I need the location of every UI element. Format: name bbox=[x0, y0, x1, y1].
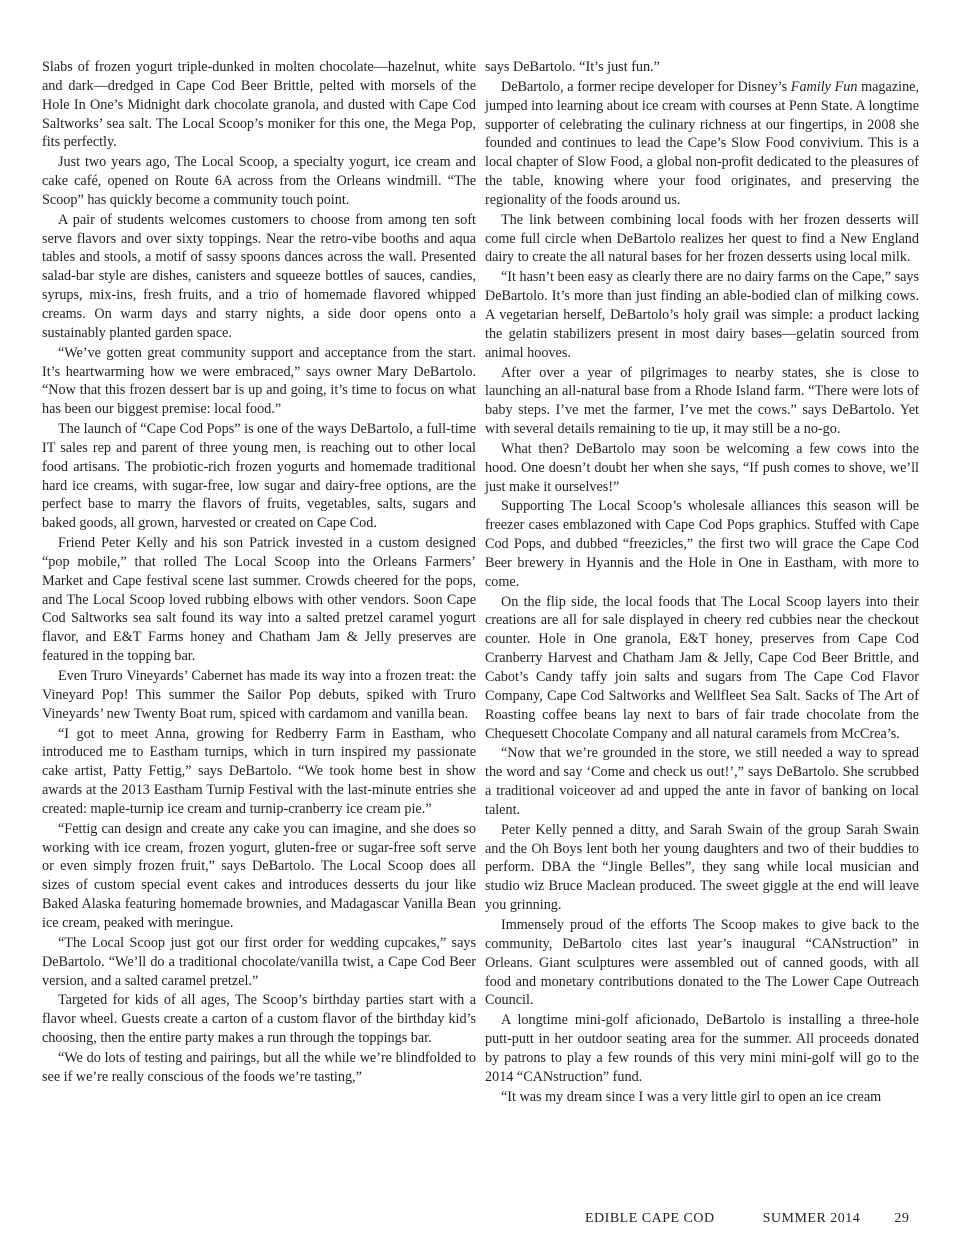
issue-date: SUMMER 2014 bbox=[762, 1211, 861, 1226]
paragraph bbox=[485, 78, 919, 210]
text-run: magazine, jumped into learning about ice cream with courses at Penn State. A longtime supporter of celebrating the culinary richness at our fingertips, in 2008 she founded and continues to lead the Cape’s Slow Food convivium. This is a local chapter of Slow Food, a global non-profit dedicated to the pleasures of the table, knowing where your food originates, and preserving the regionality of the foods around us. bbox=[485, 78, 920, 208]
publication-name: EDIBLE CAPE COD bbox=[585, 1211, 715, 1226]
page-footer bbox=[585, 1211, 909, 1227]
paragraph: On the flip side, the local foods that The Local Scoop layers into their creations are all for sale displayed in cheery red cubbies near the checkout counter. Hole in One granola, E&T honey, preserves from Cape Cod Cranberry Harvest and Chatham Jam & Jelly, Cape Cod Beer Brittle, and Cabot’s Candy taffy join salts and sugars from The Cape Cod Flavor Company, Cape Cod Saltworks and Wellfleet Sea Salt. Sacks of The Art of Roasting coffee beans lay next to bars of fair trade chocolate from the Chequesett Chocolate Company and all natural caramels from McCrea’s. bbox=[485, 593, 919, 742]
paragraph: A pair of students welcomes customers to choose from among ten soft serve flavors and over sixty toppings. Near the retro-vibe booths and aqua tables and stools, a motif of sassy spoons dances across the wall. Presented salad-bar style are dishes, canisters and squeeze bottles of sauces, candies, syrups, mix-ins, fresh fruits, and a trio of homemade flavored whipped creams. On warm days and starry nights, a side door opens onto a sustainably planted garden space. bbox=[42, 211, 476, 341]
paragraph: “We’ve gotten great community support and acceptance from the start. It’s heartwarming how we were embraced,” says owner Mary DeBartolo. “Now that this frozen dessert bar is up and going, it’s time to focus on what has been our biggest premise: local food.” bbox=[42, 344, 476, 418]
paragraph: “We do lots of testing and pairings, but all the while we’re blindfolded to see if we’re really conscious of the foods we’re tasting,” bbox=[42, 1049, 476, 1085]
paragraph-continued: says DeBartolo. “It’s just fun.” bbox=[485, 59, 660, 75]
paragraph: Just two years ago, The Local Scoop, a specialty yogurt, ice cream and cake café, opened on Route 6A across from the Orleans windmill. “The Scoop” has quickly become a community touch point. bbox=[42, 154, 476, 208]
paragraph: Slabs of frozen yogurt triple-dunked in molten chocolate—hazelnut, white and dark—dredged in Cape Cod Beer Brittle, pelted with morsels of the Hole In One’s Midnight dark chocolate granola, and dusted with Cape Cod Saltworks’ sea salt. The Local Scoop’s moniker for this one, the Mega Pop, fits perfectly. bbox=[42, 59, 476, 151]
paragraph: Targeted for kids of all ages, The Scoop’s birthday parties start with a flavor wheel. Guests create a carton of a custom flavor of the birthday kid’s choosing, then the entire party makes a run through the toppings bar. bbox=[42, 992, 476, 1047]
text-run: DeBartolo, a former recipe developer for Disney’s bbox=[501, 78, 791, 95]
paragraph: “Fettig can design and create any cake you can imagine, and she does so working with ice cream, frozen yogurt, gluten-free or sugar-free soft serve or even simply frozen fruit,” says DeBartolo. The Local Scoop does all sizes of custom special event cakes and introduces desserts du jour like Baked Alaska featuring homemade brownies, and Madagascar Vanilla Bean ice cream, peaked with meringue. bbox=[42, 820, 476, 931]
paragraph: Friend Peter Kelly and his son Patrick invested in a custom designed “pop mobile,” that rolled The Local Scoop into the Orleans Farmers’ Market and Cape festival scene last summer. Crowds cheered for the pops, and The Local Scoop loved rubbing elbows with other vendors. Soon Cape Cod Saltworks sea salt found its way into a salted pretzel caramel yogurt flavor, and E&T Farms honey and Chatham Jam & Jelly preserves are featured in the topping bar. bbox=[42, 535, 476, 665]
paragraph: Immensely proud of the efforts The Scoop makes to give back to the community, DeBartolo cites last year’s inaugural “CANstruction” in Orleans. Giant sculptures were assembled out of canned goods, with all food and monetary contributions donated to the The Lower Cape Outreach Council. bbox=[485, 916, 919, 1009]
paragraph: A longtime mini-golf aficionado, DeBartolo is installing a three-hole putt-putt in her outdoor seating area for the summer. All proceeds donated by patrons to play a few rounds of this very mini mini-golf will go to the 2014 “CANstruction” fund. bbox=[485, 1012, 919, 1085]
paragraph: What then? DeBartolo may soon be welcoming a few cows into the hood. One doesn’t doubt her when she says, “If push comes to shove, we’ll just make it ourselves!” bbox=[485, 440, 919, 495]
paragraph: Peter Kelly penned a ditty, and Sarah Swain of the group Sarah Swain and the Oh Boys lent both her young daughters and two of their buddies to perform. DBA the “Jingle Belles”, they sang while local musician and studio wiz Bruce Maclean produced. The sweet giggle at the end will leave you grinning. bbox=[485, 821, 919, 914]
article-column-right bbox=[485, 58, 919, 1107]
paragraph: “It hasn’t been easy as clearly there are no dairy farms on the Cape,” says DeBartolo. It’s more than just finding an able-bodied clan of milking cows. A vegetarian herself, DeBartolo’s holy grail was simple: a product lacking the gelatin stabilizers present in most dairy bases—gelatin sourced from animal hooves. bbox=[485, 269, 919, 361]
paragraph: “Now that we’re grounded in the store, we still needed a way to spread the word and say ‘Come and check us out!’,” says DeBartolo. She scrubbed a traditional voiceover ad and upped the ante in favor of banking on local talent. bbox=[485, 745, 919, 818]
paragraph: Even Truro Vineyards’ Cabernet has made its way into a frozen treat: the Vineyard Pop! This summer the Sailor Pop debuts, spiked with Truro Vineyards’ new Twenty Boat rum, spiced with cardamom and vanilla bean. bbox=[42, 668, 476, 722]
article-column-left bbox=[42, 58, 476, 1088]
paragraph: Supporting The Local Scoop’s wholesale alliances this season will be freezer cases emblazoned with Cape Cod Pops graphics. Stuffed with Cape Cod Pops, and dubbed “freezicles,” the first two will grace the Cape Cod Beer brewery in Hyannis and the Hole in One in Eastham, with more to come. bbox=[485, 498, 919, 590]
page-number: 29 bbox=[894, 1211, 910, 1226]
paragraph: “The Local Scoop just got our first order for wedding cupcakes,” says DeBartolo. “We’ll do a traditional chocolate/vanilla twist, a Cape Cod Beer version, and a salted caramel pretzel.” bbox=[42, 934, 476, 989]
paragraph: “It was my dream since I was a very little girl to open an ice cream bbox=[501, 1088, 882, 1105]
magazine-title-italic: Family Fun bbox=[790, 78, 858, 95]
paragraph: “I got to meet Anna, growing for Redberry Farm in Eastham, who introduced me to Eastham turnips, which in turn inspired my passionate cake artist, Patty Fettig,” says DeBartolo. “We took home best in show awards at the 2013 Eastham Turnip Festival with the last-minute entries she created: maple-turnip ice cream and turnip-cranberry ice cream pie.” bbox=[42, 725, 476, 817]
paragraph: The launch of “Cape Cod Pops” is one of the ways DeBartolo, a full-time IT sales rep and parent of three young men, is reaching out to other local food artisans. The probiotic-rich frozen yogurts and homemade traditional hard ice creams, with sugar-free, low sugar and dairy-free options, are the perfect base to marry the flavors of fruits, vegetables, salts, sugars and baked goods, all grown, harvested or created on Cape Cod. bbox=[42, 421, 476, 532]
paragraph: The link between combining local foods with her frozen desserts will come full circle when DeBartolo realizes her quest to find a New England dairy to create the all natural bases for her frozen desserts using local milk. bbox=[485, 211, 919, 266]
paragraph: After over a year of pilgrimages to nearby states, she is close to launching an all-natural base from a Rhode Island farm. “There were lots of baby steps. I’ve met the farmer, I’ve met the cows.” says DeBartolo. Yet with several details remaining to tie up, it may still be a no-go. bbox=[485, 364, 919, 438]
